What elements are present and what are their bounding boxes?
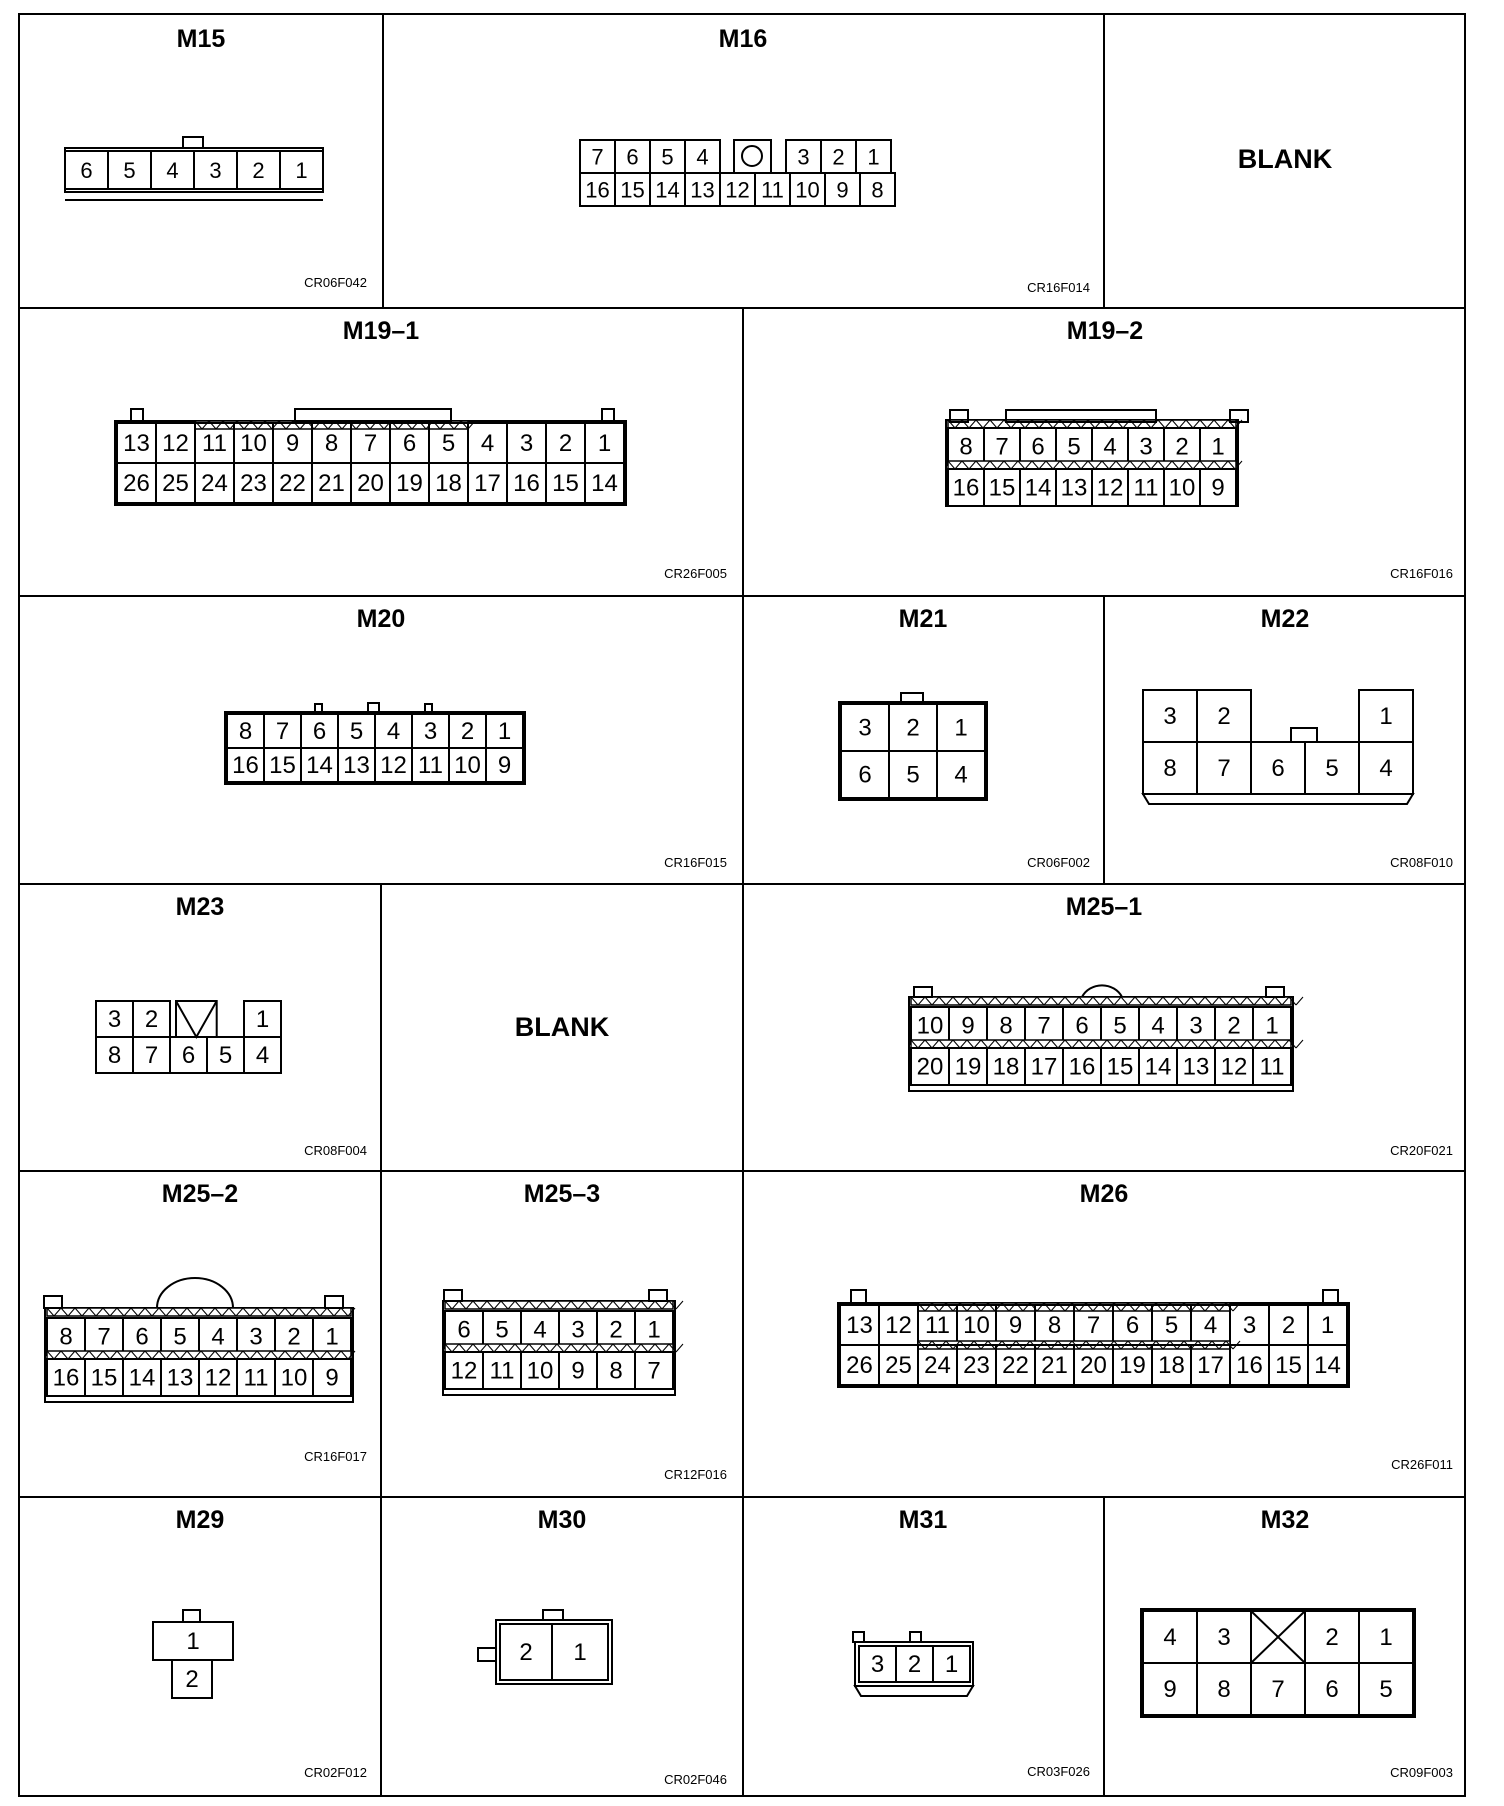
latch-hatch — [1296, 1040, 1303, 1048]
pin-label: 1 — [867, 144, 880, 170]
pin-label: 6 — [402, 430, 417, 457]
pin-label: 13 — [1060, 474, 1088, 502]
pin-label: 2 — [519, 1639, 533, 1666]
connector-m31 — [853, 1632, 973, 1696]
pin-label: 2 — [906, 714, 920, 742]
pin-label: 8 — [238, 718, 253, 745]
pin-label: 4 — [954, 761, 968, 789]
pin-label: 6 — [1125, 1312, 1140, 1339]
pin-label: 2 — [252, 158, 265, 183]
connector-housing — [496, 1620, 612, 1684]
connector-m22 — [1143, 690, 1413, 804]
pin-label: 7 — [1271, 1676, 1285, 1703]
pin-label: 3 — [797, 144, 810, 170]
pin-label: 11 — [761, 177, 784, 203]
pin-label: 2 — [1227, 1012, 1241, 1040]
pin-label: 8 — [1047, 1312, 1062, 1339]
pin-label: 3 — [423, 718, 438, 745]
connector-m29 — [153, 1610, 233, 1698]
pin-label: 7 — [275, 718, 290, 745]
pin-label: 15 — [90, 1364, 118, 1392]
code-m25-3: CR12F016 — [664, 1467, 727, 1482]
pin-label: 8 — [324, 430, 339, 457]
pin-label: 2 — [558, 430, 573, 457]
pin-label: 10 — [1168, 474, 1196, 502]
pin-label: 21 — [1041, 1352, 1068, 1379]
pin-label: 13 — [846, 1312, 873, 1339]
title-m29: M29 — [175, 1506, 225, 1534]
pin-label: 14 — [591, 470, 618, 497]
side-latch — [478, 1648, 496, 1661]
pin-label: 1 — [295, 158, 308, 183]
title-m25-3: M25–3 — [523, 1180, 601, 1208]
code-m22: CR08F010 — [1390, 855, 1453, 870]
pin-label: 12 — [204, 1364, 232, 1392]
pin-label: 1 — [325, 1323, 339, 1351]
pin-label: 4 — [1163, 1624, 1177, 1651]
latch-tab — [1266, 987, 1284, 997]
pin-label: 3 — [1189, 1012, 1203, 1040]
pin-label: 5 — [1379, 1676, 1393, 1703]
pin-label: 19 — [954, 1053, 982, 1081]
pin-label: 5 — [173, 1323, 187, 1351]
code-m15: CR06F042 — [304, 275, 367, 290]
pin-label: 17 — [1197, 1352, 1224, 1379]
latch-tab — [325, 1296, 343, 1308]
latch-band — [911, 1040, 1303, 1048]
pin-label: 13 — [123, 430, 150, 457]
grid-lines — [19, 14, 1465, 1796]
pin-label: 3 — [249, 1323, 263, 1351]
title-m26: M26 — [1079, 1180, 1129, 1208]
code-m23: CR08F004 — [304, 1143, 367, 1158]
pin-label: 1 — [573, 1639, 587, 1666]
pin-label: 7 — [97, 1323, 111, 1351]
pin-label: 15 — [1275, 1352, 1302, 1379]
connector-m32 — [1141, 1609, 1415, 1717]
pin-label: 18 — [1158, 1352, 1185, 1379]
latch-band — [911, 997, 1303, 1005]
pin-label: 2 — [1175, 433, 1189, 461]
connector-m21 — [839, 693, 987, 800]
connector-m25-3 — [443, 1290, 683, 1395]
latch-hatch — [676, 1344, 683, 1352]
pin-label: 6 — [858, 761, 872, 789]
pin-label: 10 — [526, 1357, 554, 1385]
pin-label: 18 — [435, 470, 462, 497]
pin-label: 7 — [995, 433, 1009, 461]
pin-label: 23 — [240, 470, 267, 497]
pin-label: 8 — [871, 177, 884, 203]
pin-label: 9 — [325, 1364, 339, 1392]
pin-label: 14 — [1144, 1053, 1172, 1081]
pin-label: 20 — [916, 1053, 944, 1081]
connector-m26 — [838, 1290, 1349, 1387]
pin-label: 7 — [591, 144, 604, 170]
pin-label: 12 — [162, 430, 189, 457]
pin-label: 10 — [454, 752, 481, 779]
pin-label: 1 — [1379, 703, 1393, 730]
pin-label: 11 — [489, 1357, 515, 1385]
pin-label: 22 — [1002, 1352, 1029, 1379]
code-m16: CR16F014 — [1027, 280, 1090, 295]
pin-label: 3 — [870, 1651, 885, 1678]
pin-label: 5 — [1067, 433, 1081, 461]
pin-label: 18 — [992, 1053, 1020, 1081]
pin-label: 12 — [885, 1312, 912, 1339]
pin-label: 9 — [571, 1357, 585, 1385]
pin-label: 5 — [123, 158, 136, 183]
pin-label: 11 — [925, 1312, 950, 1339]
pin-label: 12 — [380, 752, 407, 779]
pin-label: 16 — [513, 470, 540, 497]
code-m21: CR06F002 — [1027, 855, 1090, 870]
pin-label: 13 — [166, 1364, 194, 1392]
pin-label: 8 — [609, 1357, 623, 1385]
pin-label: 10 — [963, 1312, 990, 1339]
title-m21: M21 — [898, 605, 948, 633]
pin-label: 5 — [1113, 1012, 1127, 1040]
title-m15: M15 — [176, 25, 226, 53]
pin-label: 5 — [349, 718, 364, 745]
title-m16: M16 — [718, 25, 768, 53]
pin-label: 1 — [255, 1006, 270, 1033]
connector-codes — [304, 275, 1453, 1787]
pin-label: 20 — [1080, 1352, 1107, 1379]
connector-m19-2 — [946, 410, 1248, 506]
pin-label: 3 — [209, 158, 222, 183]
pin-label: 11 — [1259, 1053, 1285, 1081]
latch-band — [445, 1301, 683, 1309]
code-m31: CR03F026 — [1027, 1764, 1090, 1779]
key-cell — [176, 1001, 217, 1037]
pin-label: 14 — [306, 752, 333, 779]
pin-label: 10 — [240, 430, 267, 457]
key-slot — [734, 140, 771, 173]
pin-label: 9 — [1163, 1676, 1177, 1703]
code-m19-2: CR16F016 — [1390, 566, 1453, 581]
connector-m16 — [580, 140, 895, 206]
title-m19-1: M19–1 — [342, 317, 420, 345]
pin-label: 8 — [999, 1012, 1013, 1040]
pin-label: 5 — [441, 430, 456, 457]
pin-label: 15 — [620, 177, 645, 203]
pin-label: 5 — [218, 1042, 233, 1069]
latch-hatch — [1296, 997, 1303, 1005]
pin-label: 12 — [450, 1357, 478, 1385]
pin-label: 6 — [1031, 433, 1045, 461]
pin-label: 1 — [954, 714, 968, 742]
pin-label: 4 — [480, 430, 495, 457]
pin-label: 9 — [497, 752, 512, 779]
pin-label: 1 — [1265, 1012, 1279, 1040]
title-m25-2: M25–2 — [161, 1180, 239, 1208]
pin-label: 6 — [1325, 1676, 1339, 1703]
pin-label: 15 — [269, 752, 296, 779]
pin-label: 9 — [961, 1012, 975, 1040]
key-circle-icon — [742, 146, 762, 166]
pin-label: 6 — [135, 1323, 149, 1351]
title-m22: M22 — [1260, 605, 1310, 633]
pin-label: 4 — [1151, 1012, 1165, 1040]
pin-label: 13 — [343, 752, 370, 779]
pin-label: 7 — [363, 430, 378, 457]
pin-label: 4 — [211, 1323, 225, 1351]
pin-label: 2 — [185, 1666, 199, 1693]
pin-label: 7 — [1217, 755, 1231, 782]
pin-label: 24 — [201, 470, 228, 497]
pin-label: 13 — [690, 177, 715, 203]
pin-label: 4 — [696, 144, 709, 170]
blank-label: BLANK — [1237, 144, 1333, 174]
pin-label: 20 — [357, 470, 384, 497]
latch-band — [47, 1308, 355, 1316]
key-arch — [1082, 985, 1122, 997]
latch-hatch — [676, 1301, 683, 1309]
pin-label: 12 — [1096, 474, 1124, 502]
pin-label: 16 — [1068, 1053, 1096, 1081]
pin-label: 5 — [495, 1316, 509, 1344]
pin-label: 26 — [123, 470, 150, 497]
pin-label: 4 — [166, 158, 179, 183]
pin-label: 12 — [725, 177, 750, 203]
pin-label: 25 — [162, 470, 189, 497]
title-m20: M20 — [356, 605, 406, 633]
pin-label: 14 — [128, 1364, 156, 1392]
pin-label: 14 — [1314, 1352, 1341, 1379]
title-m19-2: M19–2 — [1066, 317, 1144, 345]
connector-m30 — [478, 1610, 612, 1684]
pin-label: 5 — [661, 144, 674, 170]
latch-tab — [44, 1296, 62, 1308]
code-m32: CR09F003 — [1390, 1765, 1453, 1780]
pin-label: 2 — [832, 144, 845, 170]
pin-label: 2 — [1325, 1624, 1339, 1651]
pin-label: 1 — [1379, 1624, 1393, 1651]
pin-label: 3 — [1139, 433, 1153, 461]
code-m19-1: CR26F005 — [664, 566, 727, 581]
pin-label: 4 — [533, 1316, 547, 1344]
latch-tab — [910, 1632, 921, 1642]
pin-label: 7 — [1086, 1312, 1101, 1339]
pin-label: 4 — [1103, 433, 1117, 461]
pin-label: 25 — [885, 1352, 912, 1379]
pin-label: 9 — [836, 177, 849, 203]
connector-m20 — [225, 703, 525, 784]
pin-label: 8 — [107, 1042, 122, 1069]
latch-band — [47, 1351, 355, 1359]
pin-label: 12 — [1220, 1053, 1248, 1081]
pin-label: 3 — [1242, 1312, 1257, 1339]
pin-label: 14 — [1024, 474, 1052, 502]
title-m31: M31 — [898, 1506, 948, 1534]
connector-m25-2 — [44, 1278, 355, 1402]
pin-label: 6 — [80, 158, 93, 183]
pin-label: 17 — [474, 470, 501, 497]
pin-label: 2 — [1217, 703, 1231, 730]
title-m32: M32 — [1260, 1506, 1310, 1534]
title-m25-1: M25–1 — [1065, 893, 1143, 921]
pin-label: 3 — [107, 1006, 122, 1033]
pin-label: 16 — [1236, 1352, 1263, 1379]
pin-label: 4 — [1379, 755, 1393, 782]
pin-label: 8 — [1217, 1676, 1231, 1703]
pin-label: 7 — [647, 1357, 661, 1385]
pin-label: 7 — [1037, 1012, 1051, 1040]
connector-drawings — [44, 137, 1415, 1717]
pin-label: 16 — [232, 752, 259, 779]
pin-label: 5 — [1164, 1312, 1179, 1339]
code-m30: CR02F046 — [664, 1772, 727, 1787]
pin-label: 24 — [924, 1352, 951, 1379]
pin-label: 1 — [186, 1628, 200, 1655]
pin-label: 6 — [626, 144, 639, 170]
pin-label: 4 — [386, 718, 401, 745]
connector-m15 — [65, 137, 323, 200]
latch-tab — [649, 1290, 667, 1301]
pin-label: 10 — [280, 1364, 308, 1392]
pin-label: 13 — [1182, 1053, 1210, 1081]
pin-label: 6 — [1271, 755, 1285, 782]
connector-m25-1 — [909, 985, 1303, 1091]
pin-label: 6 — [1075, 1012, 1089, 1040]
pin-label: 14 — [655, 177, 680, 203]
pin-label: 4 — [255, 1042, 270, 1069]
pin-label: 2 — [460, 718, 475, 745]
latch-tab — [183, 1610, 200, 1622]
key-arch — [157, 1278, 233, 1308]
latch-tab — [853, 1632, 864, 1642]
housing-base — [855, 1686, 973, 1696]
pin-label: 8 — [1163, 755, 1177, 782]
latch-band — [948, 461, 1242, 469]
code-m25-2: CR16F017 — [304, 1449, 367, 1464]
pin-label: 5 — [906, 761, 920, 789]
pin-label: 11 — [1133, 474, 1159, 502]
pin-label: 6 — [181, 1042, 196, 1069]
pin-label: 3 — [519, 430, 534, 457]
pin-label: 1 — [497, 718, 512, 745]
pin-label: 19 — [1119, 1352, 1146, 1379]
pin-label: 16 — [585, 177, 610, 203]
pin-label: 26 — [846, 1352, 873, 1379]
pin-label: 6 — [457, 1316, 471, 1344]
pin-label: 15 — [552, 470, 579, 497]
housing-base — [1143, 794, 1413, 804]
pin-label: 22 — [279, 470, 306, 497]
connector-m23 — [96, 1001, 281, 1073]
pin-label: 9 — [1008, 1312, 1023, 1339]
pin-label: 3 — [1163, 703, 1177, 730]
pin-label: 10 — [916, 1012, 944, 1040]
pin-label: 15 — [988, 474, 1016, 502]
pin-label: 16 — [52, 1364, 80, 1392]
pin-label: 6 — [312, 718, 327, 745]
pin-label: 17 — [1030, 1053, 1058, 1081]
pin-label: 2 — [609, 1316, 623, 1344]
latch-tab — [183, 137, 203, 148]
code-m26: CR26F011 — [1391, 1457, 1453, 1472]
latch-tab — [1291, 728, 1317, 742]
latch-tab — [914, 987, 932, 997]
connector-m19-1 — [115, 409, 626, 505]
pin-label: 2 — [907, 1651, 922, 1678]
pin-label: 5 — [1325, 755, 1339, 782]
code-m29: CR02F012 — [304, 1765, 367, 1780]
pin-label: 1 — [647, 1316, 661, 1344]
pin-label: 8 — [59, 1323, 73, 1351]
latch-tab — [851, 1290, 866, 1304]
pin-label: 3 — [1217, 1624, 1231, 1651]
pin-label: 2 — [144, 1006, 159, 1033]
pin-label: 10 — [795, 177, 820, 203]
title-m30: M30 — [537, 1506, 587, 1534]
latch-band — [445, 1344, 683, 1352]
pin-label: 15 — [1106, 1053, 1134, 1081]
pin-label: 1 — [944, 1651, 959, 1678]
pin-label: 1 — [1320, 1312, 1335, 1339]
pin-label: 19 — [396, 470, 423, 497]
pin-label: 3 — [571, 1316, 585, 1344]
pin-label: 21 — [318, 470, 345, 497]
title-m23: M23 — [175, 893, 225, 921]
blank-label: BLANK — [514, 1012, 610, 1042]
latch-tab — [1323, 1290, 1338, 1304]
pin-label: 7 — [144, 1042, 159, 1069]
pin-label: 16 — [952, 474, 980, 502]
pin-label: 3 — [858, 714, 872, 742]
pin-label: 11 — [418, 752, 443, 779]
pin-label: 2 — [287, 1323, 301, 1351]
pin-label: 8 — [959, 433, 973, 461]
pin-label: 11 — [243, 1364, 269, 1392]
pin-label: 1 — [1211, 433, 1225, 461]
pin-label: 9 — [285, 430, 300, 457]
pin-label: 23 — [963, 1352, 990, 1379]
key-triangle-icon — [176, 1001, 217, 1037]
code-m25-1: CR20F021 — [1390, 1143, 1453, 1158]
pin-label: 11 — [202, 430, 227, 457]
pin-label: 2 — [1281, 1312, 1296, 1339]
latch-tab — [444, 1290, 462, 1301]
code-m20: CR16F015 — [664, 855, 727, 870]
pin-label: 1 — [597, 430, 612, 457]
latch-tab — [543, 1610, 563, 1620]
pin-label: 9 — [1211, 474, 1225, 502]
pin-label: 4 — [1203, 1312, 1218, 1339]
